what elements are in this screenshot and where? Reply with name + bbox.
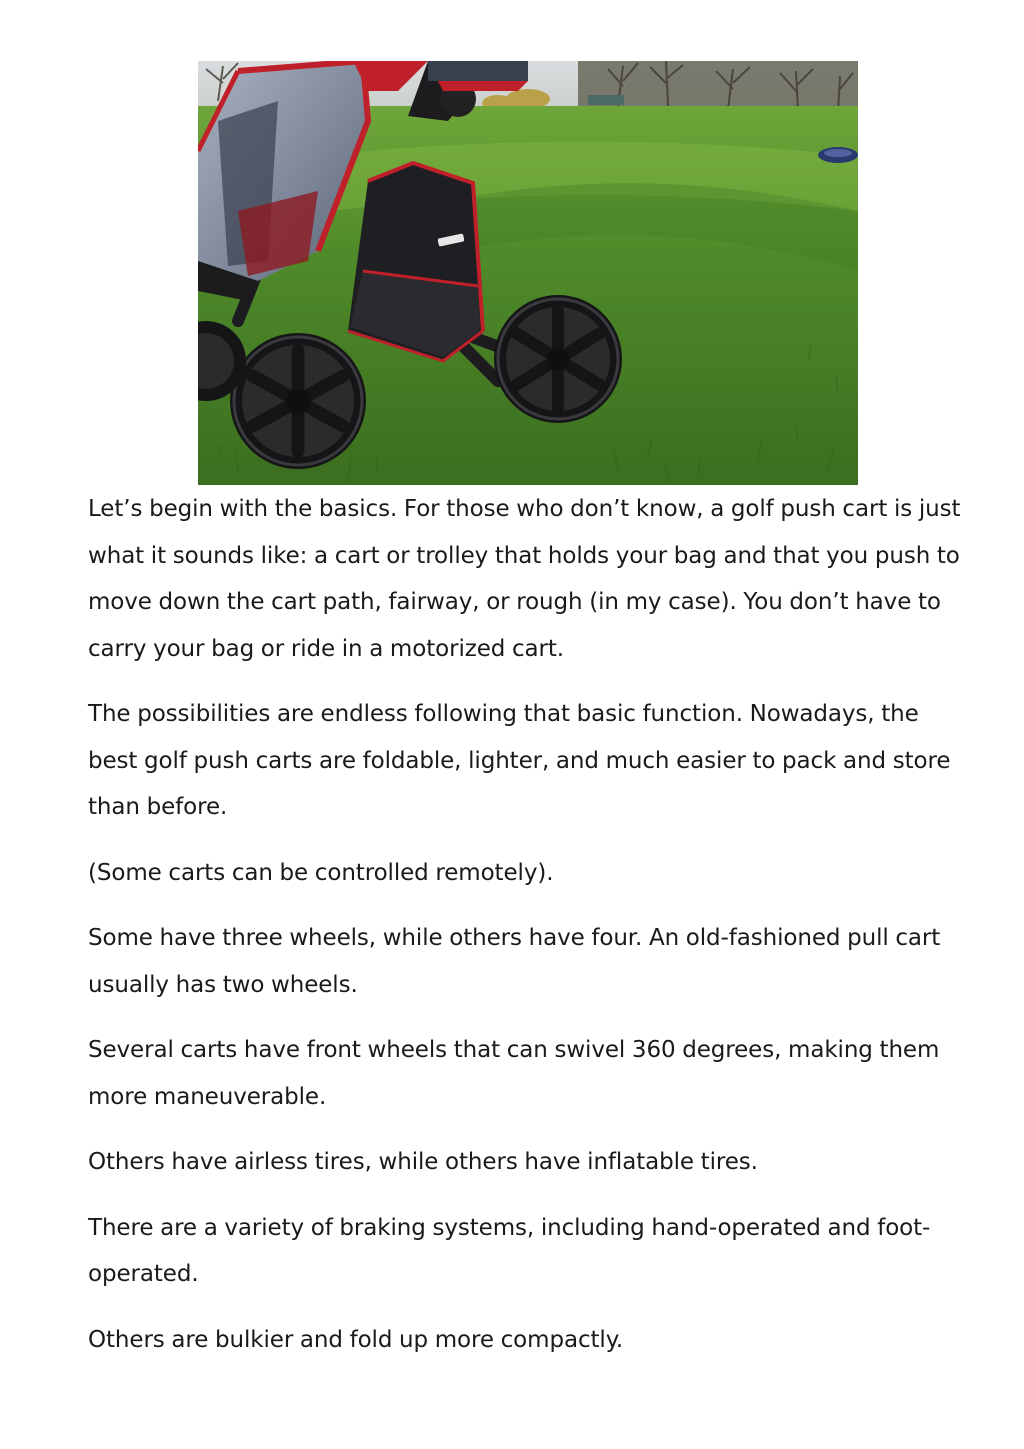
paragraph-possibilities: The possibilities are endless following that basic function. Nowadays, the best golf push carts are foldable, lighter, and much easier to pack and store than before.	[88, 701, 951, 820]
paragraph-wheels: Some have three wheels, while others have four. An old-fashioned pull cart usually has two wheels.	[88, 925, 941, 998]
paragraph-swivel: Several carts have front wheels that can swivel 360 degrees, making them more maneuverable.	[88, 1037, 940, 1110]
front-wheel	[494, 295, 622, 423]
article-body	[88, 486, 968, 1382]
golf-push-cart-photo	[198, 61, 858, 485]
rear-wheel	[230, 333, 366, 469]
paragraph-remote: (Some carts can be controlled remotely).	[88, 859, 554, 886]
paragraph-braking: There are a variety of braking systems, including hand-operated and foot-operated.	[88, 1214, 931, 1287]
golf-push-cart-illustration	[198, 61, 858, 485]
paragraph-intro: Let’s begin with the basics. For those who don’t know, a golf push cart is just what it sounds like: a cart or trolley that holds your bag and that you push to move down the cart path, fairway, or rough (in my case). You don’t have to carry your bag or ride in a motorized cart.	[88, 496, 961, 662]
paragraph-tires: Others have airless tires, while others have inflatable tires.	[88, 1149, 758, 1175]
paragraph-folding: Others are bulkier and fold up more compactly.	[88, 1326, 624, 1353]
